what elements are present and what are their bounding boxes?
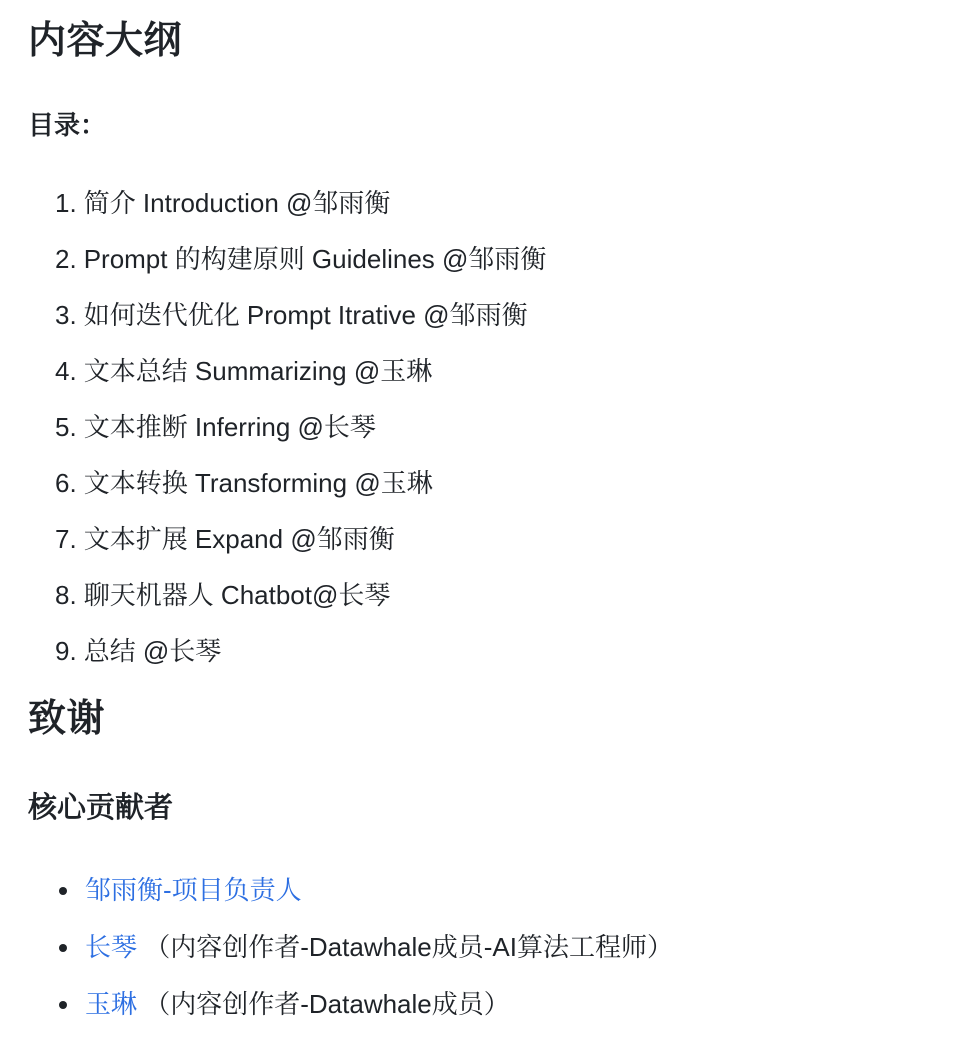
toc-item [55, 186, 946, 220]
toc-item-text: 文本推断 Inferring @长琴 [83, 412, 376, 442]
toc-item [55, 410, 946, 444]
toc-item-number: 6. [55, 468, 77, 498]
toc-item-text: 总结 @长琴 [83, 636, 222, 666]
contributor-link[interactable]: 玉琳 [85, 989, 138, 1019]
toc-item-number: 1. [55, 188, 77, 218]
toc-item-number: 5. [55, 412, 77, 442]
contributors-list [28, 872, 946, 1022]
toc-item-number: 7. [55, 524, 77, 554]
contributors-heading: 核心贡献者 [28, 792, 174, 824]
contributor-link[interactable]: 邹雨衡-项目负责人 [85, 875, 302, 905]
toc-item-text: 简介 Introduction @邹雨衡 [83, 188, 391, 218]
toc-item-text: 文本扩展 Expand @邹雨衡 [83, 524, 395, 554]
toc-item-text: Prompt 的构建原则 Guidelines @邹雨衡 [83, 244, 547, 274]
outline-section-title: 内容大纲 [28, 20, 183, 62]
toc-item-number: 3. [55, 300, 77, 330]
toc-list [28, 186, 946, 668]
toc-item-text: 文本转换 Transforming @玉琳 [83, 468, 433, 498]
toc-item [55, 578, 946, 612]
contributor-item [82, 929, 946, 965]
toc-item-text: 聊天机器人 Chatbot@长琴 [83, 580, 391, 610]
toc-item [55, 466, 946, 500]
toc-item [55, 354, 946, 388]
toc-item [55, 298, 946, 332]
contributor-description: （内容创作者-Datawhale成员-AI算法工程师） [137, 932, 673, 962]
toc-item [55, 522, 946, 556]
toc-item-text: 如何迭代优化 Prompt Itrative @邹雨衡 [83, 300, 528, 330]
contributor-item [82, 872, 946, 908]
toc-item-number: 8. [55, 580, 77, 610]
toc-item-number: 9. [55, 636, 77, 666]
contributor-link[interactable]: 长琴 [85, 932, 138, 962]
toc-item-number: 4. [55, 356, 77, 386]
contributor-item [82, 986, 946, 1022]
thanks-section-title: 致谢 [28, 698, 106, 740]
toc-item-text: 文本总结 Summarizing @玉琳 [83, 356, 433, 386]
toc-item [55, 634, 946, 668]
toc-label: 目录： [28, 110, 107, 140]
contributor-description: （内容创作者-Datawhale成员） [137, 989, 510, 1019]
toc-item-number: 2. [55, 244, 77, 274]
toc-item [55, 242, 946, 276]
